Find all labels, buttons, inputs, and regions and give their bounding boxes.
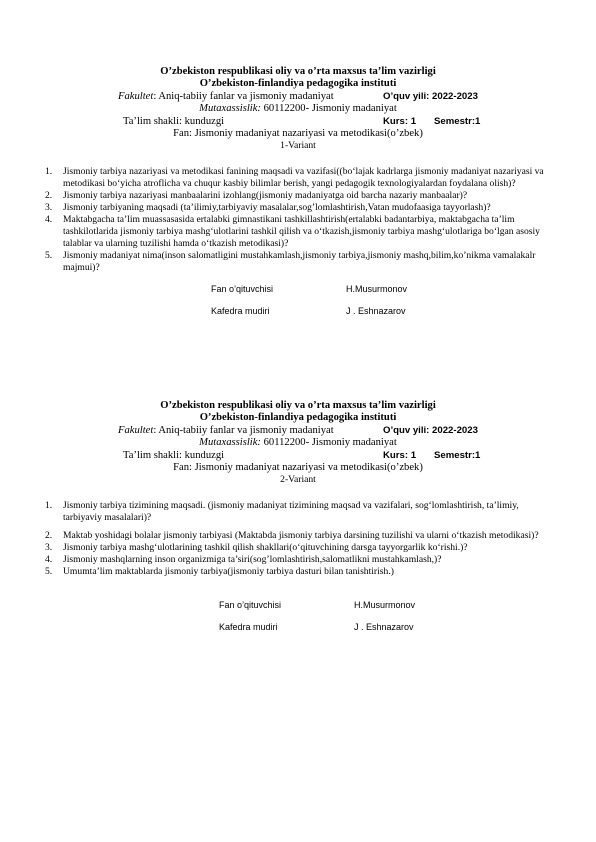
question-number: 2.: [45, 190, 53, 202]
institute-title: O’zbekiston-finlandiya pedagogika instituti: [199, 78, 397, 90]
head-label: Kafedra mudiri: [219, 622, 278, 633]
question-item: [45, 214, 555, 250]
question-item: [45, 542, 555, 554]
question-item: [45, 566, 555, 578]
institute-title: O’zbekiston-finlandiya pedagogika instituti: [199, 412, 397, 424]
study-year: O’quv yili: 2022-2023: [383, 424, 478, 436]
ministry-title: O’zbekiston respublikasi oliy va o’rta maxsus ta’lim vazirligi: [160, 400, 436, 411]
question-item: [45, 190, 555, 202]
exam-variant-1: [0, 66, 596, 322]
head-label: Kafedra mudiri: [211, 306, 270, 317]
question-number: 1.: [45, 166, 53, 178]
question-text: Jismoniy tarbiyaning maqsadi (ta’ilimiy,tarbiyaviy masalalar,sog’lomlashtirish,Vatan mudofaasiga tayyorlash)?: [63, 202, 491, 214]
study-year: O’quv yili: 2022-2023: [383, 90, 478, 102]
teacher-signature-row: [0, 282, 596, 300]
semester: Semestr:1: [434, 449, 481, 461]
head-name: J . Eshnazarov: [346, 306, 406, 317]
faculty-line: [118, 425, 334, 437]
question-item: [45, 202, 555, 214]
question-text: Umumta’lim maktablarda jismoniy tarbiya(jismoniy tarbiya dasturi bilan tanishtirish.): [63, 566, 394, 578]
question-text: Jismoniy tarbiya nazariyasi manbaalarini izohlang(jismoniy madaniyatga oid barcha nazariy manbaalar)?: [63, 190, 468, 202]
question-list: [45, 500, 555, 578]
specialty-line: [0, 103, 596, 115]
specialty-value: 60112200- Jismoniy madaniyat: [260, 437, 397, 449]
teacher-signature-row: [0, 598, 596, 616]
exam-variant-2: [0, 400, 596, 638]
head-name: J . Eshnazarov: [354, 622, 414, 633]
study-form: Ta’lim shakli: kunduzgi: [123, 449, 225, 461]
specialty-label: Mutaxassislik:: [199, 103, 261, 115]
question-number: 2.: [45, 530, 53, 542]
subject-line: Fan: Jismoniy madaniyat nazariyasi va metodikasi(o’zbek): [173, 462, 423, 473]
specialty-value: 60112200- Jismoniy madaniyat: [260, 103, 397, 115]
course: Kurs: 1: [383, 449, 417, 461]
question-list: [45, 166, 555, 274]
question-number: 4.: [45, 554, 53, 566]
question-item: [45, 530, 555, 542]
question-item: [45, 554, 555, 566]
teacher-name: H.Musurmonov: [354, 600, 416, 611]
question-item: [45, 250, 555, 274]
faculty-label: Fakultet: [118, 90, 154, 102]
teacher-label: Fan o’qituvchisi: [211, 284, 274, 295]
head-signature-row: [0, 620, 596, 638]
question-number: 5.: [45, 250, 53, 262]
semester: Semestr:1: [434, 115, 481, 127]
faculty-label: Fakultet: [118, 424, 154, 436]
question-number: 4.: [45, 214, 53, 226]
form-row: [0, 116, 596, 128]
question-number: 3.: [45, 542, 53, 554]
question-text: Jismoniy mashqlarning inson organizmiga ta’siri(sog’lomlashtirish,salomatlikni mustahkamlash,)?: [63, 554, 442, 566]
question-number: 5.: [45, 566, 53, 578]
subject-line: Fan: Jismoniy madaniyat nazariyasi va metodikasi(o’zbek): [173, 128, 423, 139]
teacher-label: Fan o’qituvchisi: [219, 600, 282, 611]
form-row: [0, 450, 596, 462]
faculty-row: [0, 91, 596, 103]
question-item: [45, 500, 555, 524]
course: Kurs: 1: [383, 115, 417, 127]
variant-label: 1-Variant: [280, 140, 316, 152]
question-text: Jismoniy tarbiya tizimining maqsadi. (jismoniy madaniyat tizimining maqsad va vazifalari, sog‘lomlashtirish, ta’limiy, tarbiyaviy masalalari)?: [63, 500, 519, 524]
question-text: Jismoniy tarbiya nazariyasi va metodikasi fanining maqsadi va vazifasi((bo‘lajak kadrlarga jismoniy madaniyat nazariyasi va metodikasi bo‘yicha atroflicha va chuqur kasbiy bilimlar berish, yangi pedagogik texnologiyalardan foydalana olish)?: [63, 166, 544, 190]
faculty-value: : Aniq-tabiiy fanlar va jismoniy madaniyat: [153, 90, 334, 102]
variant-label: 2-Variant: [280, 474, 316, 486]
question-number: 3.: [45, 202, 53, 214]
question-item: [45, 166, 555, 190]
question-text: Maktabgacha ta’lim muassasasida ertalabki gimnastikani tashkillashtirish(ertalabki badantarbiya, maktabgacha ta’lim tashkilotlarida jismoniy tarbiya mashg‘ulotlarini tashkil qilish va o‘tkazish,jismoniy tarbiya mashg‘ulotlariga bo‘lgan asosiy talablar va ularning tuzilishi hamda o‘tkazish metodikasi)?: [63, 214, 540, 250]
specialty-line: [0, 437, 596, 449]
head-signature-row: [0, 304, 596, 322]
specialty-label: Mutaxassislik:: [199, 437, 261, 449]
study-form: Ta’lim shakli: kunduzgi: [123, 115, 225, 127]
faculty-row: [0, 425, 596, 437]
faculty-line: [118, 91, 334, 103]
ministry-title: O’zbekiston respublikasi oliy va o’rta maxsus ta’lim vazirligi: [160, 66, 436, 77]
question-text: Jismoniy madaniyat nima(inson salomatligini mustahkamlash,jismoniy tarbiya,jismoniy mashq,bilim,ko’nikma vamalakalr majmui)?: [63, 250, 536, 274]
teacher-name: H.Musurmonov: [346, 284, 408, 295]
question-number: 1.: [45, 500, 53, 512]
question-text: Maktab yoshidagi bolalar jismoniy tarbiyasi (Maktabda jismoniy tarbiya darsining tuzilishi va ularni o‘tkazish metodikasi)?: [63, 530, 539, 542]
question-text: Jismoniy tarbiya mashg‘ulotlarining tashkil qilish shakllari(o‘qituvchining darsga tayyorgarlik ko‘rishi.)?: [63, 542, 468, 554]
faculty-value: : Aniq-tabiiy fanlar va jismoniy madaniyat: [153, 424, 334, 436]
